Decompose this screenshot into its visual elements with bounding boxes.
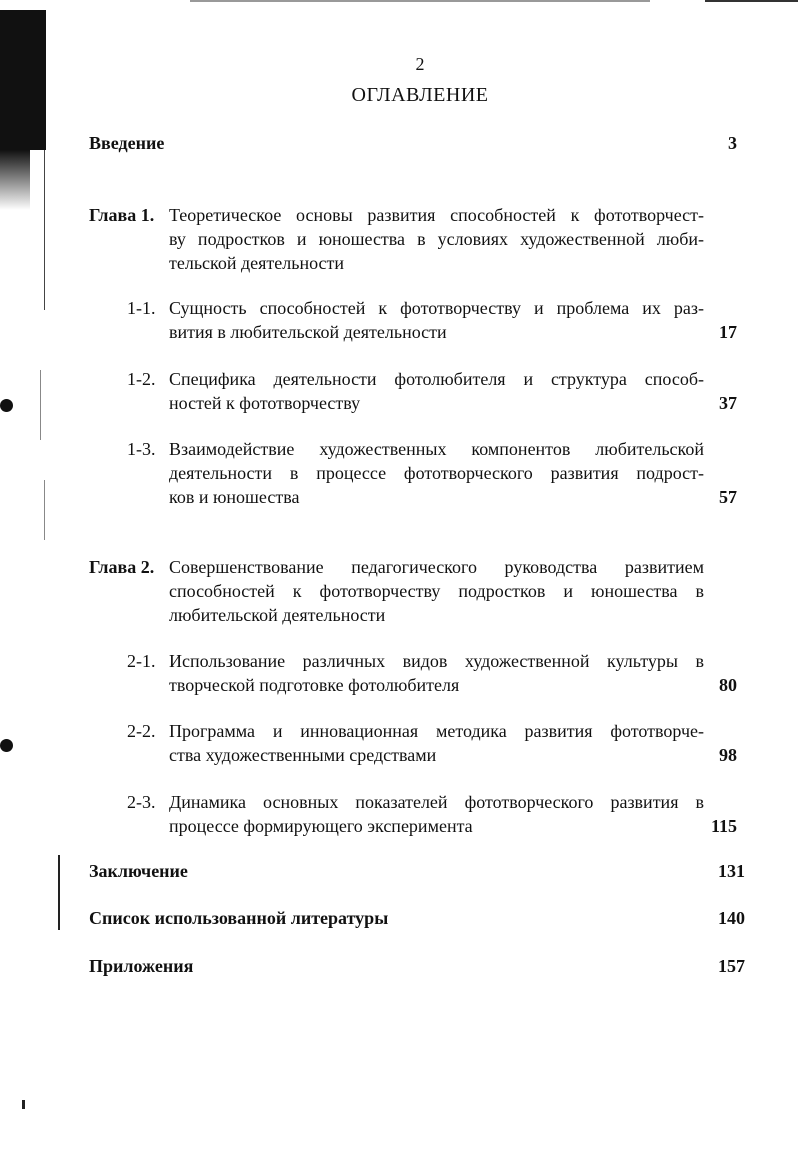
scan-top-line	[705, 0, 798, 2]
toc-entry-conclusion[interactable]	[89, 859, 745, 883]
section-title	[169, 790, 704, 838]
scan-mark	[22, 1100, 25, 1109]
section-number: 2-1.	[127, 651, 156, 671]
chapter-label: Глава 2.	[89, 557, 155, 577]
chapter-title-line: Совершенствование педагогического руководства развитием	[169, 557, 704, 577]
section-title-line: деятельности в процессе фототворческого развития подрост-	[169, 463, 704, 483]
toc-entry-title: Список использованной литературы	[89, 908, 389, 928]
section-title	[169, 437, 704, 509]
section-title-line: ностей к фототворчеству	[169, 393, 361, 413]
toc-page-number: 3	[728, 133, 737, 153]
toc-page-number: 115	[710, 816, 737, 836]
section-title	[169, 649, 704, 697]
section-title	[169, 296, 704, 344]
scan-top-line	[190, 0, 650, 2]
toc-page-number: 131	[718, 861, 745, 881]
toc-page-number: 80	[719, 675, 737, 695]
chapter-title	[169, 203, 704, 275]
toc-entry-title: Приложения	[89, 956, 194, 976]
scan-shadow	[0, 10, 46, 150]
section-number: 2-2.	[127, 721, 156, 741]
punch-hole	[0, 399, 13, 412]
section-title-line: Сущность способностей к фототворчеству и проблема их раз-	[169, 298, 704, 318]
toc-section-2-2[interactable]	[127, 719, 737, 767]
chapter-title-line: тельской деятельности	[169, 253, 345, 273]
scan-edge-line	[40, 370, 41, 440]
section-title	[169, 719, 704, 767]
toc-entry-appendices[interactable]	[89, 954, 745, 978]
chapter-title	[169, 555, 704, 627]
toc-page-number: 37	[719, 393, 737, 413]
toc-page-number: 140	[718, 908, 745, 928]
toc-entry-references[interactable]	[89, 906, 745, 930]
section-title-line: Программа и инновационная методика развития фототворче-	[169, 721, 704, 741]
scan-edge-line	[44, 150, 45, 310]
section-title-line: вития в любительской деятельности	[169, 322, 447, 342]
toc-page-number: 17	[719, 322, 737, 342]
section-title-line: Динамика основных показателей фототворческого развития в	[169, 792, 704, 812]
toc-page-number: 98	[719, 745, 737, 765]
toc-entry-title: Введение	[89, 133, 165, 153]
chapter-title-line: способностей к фототворчеству подростков и юношества в	[169, 581, 704, 601]
scan-edge-line	[58, 855, 60, 930]
section-title-line: ства художественными средствами	[169, 745, 437, 765]
chapter-label: Глава 1.	[89, 205, 155, 225]
toc-page-number: 157	[718, 956, 745, 976]
toc-page-number: 57	[719, 487, 737, 507]
toc-section-1-1[interactable]	[127, 296, 737, 344]
toc-section-1-2[interactable]	[127, 367, 737, 415]
section-number: 1-2.	[127, 369, 156, 389]
chapter-title-line: любительской деятельности	[169, 605, 386, 625]
section-title-line: Использование различных видов художественной культуры в	[169, 651, 704, 671]
section-number: 1-1.	[127, 298, 156, 318]
section-title-line: Специфика деятельности фотолюбителя и структура способ-	[169, 369, 704, 389]
chapter-title-line: Теоретическое основы развития способностей к фототворчест-	[169, 205, 704, 225]
scan-edge-line	[44, 480, 45, 540]
page-title: ОГЛАВЛЕНИЕ	[351, 84, 489, 106]
toc-section-2-1[interactable]	[127, 649, 737, 697]
section-title-line: Взаимодействие художественных компонентов любительской	[169, 439, 704, 459]
section-number: 2-3.	[127, 792, 156, 812]
section-title-line: ков и юношества	[169, 487, 300, 507]
section-title-line: творческой подготовке фотолюбителя	[169, 675, 460, 695]
scan-shadow-fade	[0, 150, 30, 210]
punch-hole	[0, 739, 13, 752]
section-title	[169, 367, 704, 415]
section-title-line: процессе формирующего эксперимента	[169, 816, 473, 836]
section-number: 1-3.	[127, 439, 156, 459]
toc-section-1-3[interactable]	[127, 437, 737, 509]
toc-entry-intro[interactable]	[89, 131, 737, 155]
toc-section-2-3[interactable]	[127, 790, 737, 838]
page-number: 2	[415, 54, 425, 74]
chapter-title-line: ву подростков и юношества в условиях художественной люби-	[169, 229, 704, 249]
toc-chapter-1[interactable]	[89, 203, 737, 275]
toc-entry-title: Заключение	[89, 861, 188, 881]
toc-chapter-2[interactable]	[89, 555, 737, 627]
